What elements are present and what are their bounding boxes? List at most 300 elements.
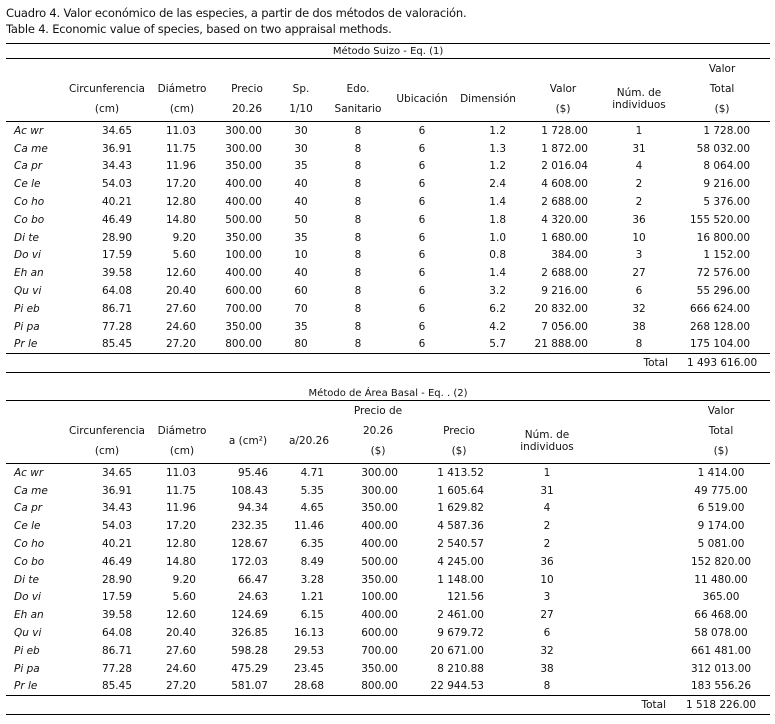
- area-cell: 232.35: [231, 520, 268, 533]
- header-dimension: Dimensión: [460, 93, 516, 105]
- individuals-cell: 27: [632, 267, 646, 280]
- species-code: Co ho: [14, 196, 45, 209]
- species-code: Ca pr: [14, 160, 43, 173]
- total-value-cell: 49 775.00: [694, 484, 748, 497]
- base-price-cell: 350.00: [361, 573, 398, 586]
- price-cell: 121.56: [447, 591, 484, 604]
- header2-diam-unit: (cm): [169, 445, 195, 457]
- header-sp: Sp.: [292, 83, 310, 95]
- diameter-cell: 27.60: [165, 302, 196, 315]
- circumference-cell: 17.59: [101, 249, 132, 262]
- header2-precio-base: 20.26: [362, 425, 394, 437]
- price-cell: 400.00: [225, 267, 262, 280]
- individuals-cell: 32: [632, 302, 646, 315]
- table-row: [6, 553, 770, 571]
- individuals-cell: 2: [635, 196, 643, 209]
- diameter-cell: 11.75: [165, 484, 196, 497]
- header-edo-unit: Sanitario: [334, 103, 382, 115]
- basal-area-method-table: [6, 386, 770, 715]
- diameter-cell: 27.60: [165, 644, 196, 657]
- total-value-cell: 58 032.00: [696, 142, 751, 155]
- individuals-cell: 6: [543, 627, 551, 640]
- dimension-cell: 1.8: [489, 213, 506, 226]
- table-row: [6, 247, 770, 265]
- table-row: [6, 318, 770, 336]
- circumference-cell: 40.21: [101, 196, 132, 209]
- header-total-unit: ($): [714, 103, 730, 115]
- price-cell: 700.00: [225, 302, 262, 315]
- location-cell: 6: [418, 142, 426, 155]
- health-cell: 8: [354, 267, 362, 280]
- header-diametro: Diámetro: [157, 83, 207, 95]
- spacer-cell: [592, 606, 672, 624]
- table-row: [6, 500, 770, 518]
- circumference-cell: 77.28: [101, 662, 132, 675]
- spacer-cell: [592, 535, 672, 553]
- value-cell: 7 056.00: [541, 320, 588, 333]
- spacer-cell: [592, 553, 672, 571]
- dimension-cell: 0.8: [489, 249, 506, 262]
- area-ratio-cell: 6.35: [300, 538, 324, 551]
- spacer-cell: [592, 642, 672, 660]
- sp-cell: 30: [294, 124, 308, 137]
- base-price-cell: 300.00: [361, 466, 398, 479]
- circumference-cell: 34.43: [101, 502, 132, 515]
- individuals-cell: 6: [635, 285, 643, 298]
- table-row: [6, 482, 770, 500]
- total-value-cell: 66 468.00: [694, 609, 748, 622]
- total-value-cell: 268 128.00: [689, 320, 751, 333]
- location-cell: 6: [418, 124, 426, 137]
- species-code: Pr le: [14, 680, 38, 693]
- table-row: [6, 264, 770, 282]
- total-value-cell: 183 556.26: [690, 680, 752, 693]
- price-cell: 1 629.82: [437, 502, 484, 515]
- method2-title: Método de Área Basal - Eq. . (2): [6, 386, 770, 401]
- table-row: [6, 678, 770, 696]
- species-code: Pi eb: [14, 644, 40, 657]
- species-code: Pr le: [14, 338, 38, 351]
- value-cell: 4 320.00: [541, 213, 588, 226]
- dimension-cell: 4.2: [489, 320, 506, 333]
- diameter-cell: 11.75: [165, 142, 196, 155]
- species-code: Eh an: [14, 609, 44, 622]
- price-cell: 350.00: [225, 320, 262, 333]
- location-cell: 6: [418, 338, 426, 351]
- individuals-cell: 4: [635, 160, 643, 173]
- dimension-cell: 1.2: [489, 124, 506, 137]
- diameter-cell: 12.60: [165, 267, 196, 280]
- spacer-cell: [592, 678, 672, 696]
- circumference-cell: 40.21: [101, 538, 132, 551]
- individuals-cell: 4: [543, 502, 551, 515]
- individuals-cell: 10: [632, 231, 646, 244]
- location-cell: 6: [418, 213, 426, 226]
- price-cell: 4 587.36: [437, 520, 484, 533]
- circumference-cell: 34.65: [101, 124, 132, 137]
- spacer-cell: [592, 624, 672, 642]
- area-ratio-cell: 6.15: [300, 609, 324, 622]
- header-diam-unit: (cm): [169, 103, 195, 115]
- individuals-cell: 1: [635, 124, 643, 137]
- species-code: Pi pa: [14, 662, 40, 675]
- area-cell: 172.03: [231, 555, 268, 568]
- dimension-cell: 3.2: [489, 285, 506, 298]
- diameter-cell: 17.20: [165, 520, 196, 533]
- total-value-cell: 152 820.00: [690, 555, 752, 568]
- value-cell: 1 872.00: [541, 142, 588, 155]
- header2-diametro: Diámetro: [157, 425, 207, 437]
- area-cell: 124.69: [231, 609, 268, 622]
- table-row: [6, 660, 770, 678]
- table-row: [6, 175, 770, 193]
- dimension-cell: 6.2: [489, 302, 506, 315]
- individuals-cell: 32: [540, 644, 554, 657]
- price-cell: 4 245.00: [437, 555, 484, 568]
- location-cell: 6: [418, 320, 426, 333]
- sp-cell: 70: [294, 302, 308, 315]
- area-ratio-cell: 3.28: [300, 573, 324, 586]
- sp-cell: 80: [294, 338, 308, 351]
- base-price-cell: 400.00: [361, 520, 398, 533]
- diameter-cell: 9.20: [172, 231, 196, 244]
- health-cell: 8: [354, 178, 362, 191]
- header2-precio: Precio: [443, 425, 475, 437]
- price-cell: 1 148.00: [437, 573, 484, 586]
- price-cell: 2 461.00: [437, 609, 484, 622]
- dimension-cell: 1.3: [489, 142, 506, 155]
- diameter-cell: 12.60: [165, 609, 196, 622]
- total-value-cell: 11 480.00: [694, 573, 748, 586]
- header-circ-unit: (cm): [94, 103, 120, 115]
- health-cell: 8: [354, 249, 362, 262]
- dimension-cell: 1.4: [489, 267, 506, 280]
- circumference-cell: 86.71: [101, 644, 132, 657]
- individuals-cell: 38: [632, 320, 646, 333]
- individuals-cell: 27: [540, 609, 554, 622]
- method1-total-label: Total: [604, 354, 674, 373]
- circumference-cell: 17.59: [101, 591, 132, 604]
- species-code: Do vi: [14, 591, 41, 604]
- price-cell: 500.00: [225, 213, 262, 226]
- caption-spanish: Cuadro 4. Valor económico de las especies, a partir de dos métodos de valoración.: [6, 6, 467, 20]
- price-cell: 2 540.57: [437, 538, 484, 551]
- sp-cell: 60: [294, 285, 308, 298]
- table-row: [6, 336, 770, 354]
- diameter-cell: 20.40: [165, 627, 196, 640]
- header2-num-individuos: Núm. de individuos: [520, 429, 574, 453]
- area-ratio-cell: 29.53: [293, 644, 324, 657]
- table-row: [6, 589, 770, 607]
- circumference-cell: 36.91: [101, 142, 132, 155]
- diameter-cell: 9.20: [172, 573, 196, 586]
- price-cell: 300.00: [225, 124, 262, 137]
- circumference-cell: 34.65: [101, 466, 132, 479]
- header2-total-unit: ($): [713, 445, 729, 457]
- total-value-cell: 16 800.00: [696, 231, 751, 244]
- table-row: [6, 140, 770, 158]
- total-value-cell: 661 481.00: [690, 644, 752, 657]
- price-cell: 400.00: [225, 196, 262, 209]
- individuals-cell: 36: [632, 213, 646, 226]
- area-ratio-cell: 4.71: [300, 466, 324, 479]
- location-cell: 6: [418, 196, 426, 209]
- species-code: Ca me: [14, 484, 48, 497]
- table-row: [6, 211, 770, 229]
- header2-area: a (cm²): [228, 435, 268, 447]
- location-cell: 6: [418, 160, 426, 173]
- species-code: Di te: [14, 573, 39, 586]
- table-row: [6, 229, 770, 247]
- total-value-cell: 666 624.00: [689, 302, 751, 315]
- circumference-cell: 86.71: [101, 302, 132, 315]
- price-cell: 800.00: [225, 338, 262, 351]
- area-cell: 598.28: [231, 644, 268, 657]
- area-ratio-cell: 28.68: [293, 680, 324, 693]
- total-value-cell: 5 376.00: [703, 196, 751, 209]
- price-cell: 9 679.72: [437, 627, 484, 640]
- header-sp-unit: 1/10: [289, 103, 313, 115]
- sp-cell: 40: [294, 267, 308, 280]
- diameter-cell: 14.80: [165, 213, 196, 226]
- circumference-cell: 28.90: [101, 573, 132, 586]
- price-cell: 350.00: [225, 160, 262, 173]
- total-value-cell: 58 078.00: [694, 627, 748, 640]
- header2-total: Total: [708, 425, 734, 437]
- species-code: Ca me: [14, 142, 48, 155]
- table-row: [6, 282, 770, 300]
- diameter-cell: 12.80: [165, 196, 196, 209]
- diameter-cell: 27.20: [165, 680, 196, 693]
- individuals-cell: 10: [540, 573, 554, 586]
- total-value-cell: 5 081.00: [697, 538, 745, 551]
- species-code: Ce le: [14, 178, 41, 191]
- health-cell: 8: [354, 302, 362, 315]
- health-cell: 8: [354, 285, 362, 298]
- header-num-individuos: Núm. de individuos: [612, 87, 666, 111]
- price-cell: 600.00: [225, 285, 262, 298]
- location-cell: 6: [418, 285, 426, 298]
- health-cell: 8: [354, 196, 362, 209]
- table-row: [6, 464, 770, 482]
- base-price-cell: 500.00: [361, 555, 398, 568]
- value-cell: 384.00: [551, 249, 588, 262]
- spacer-cell: [592, 571, 672, 589]
- health-cell: 8: [354, 320, 362, 333]
- sp-cell: 35: [294, 320, 308, 333]
- individuals-cell: 3: [543, 591, 551, 604]
- sp-cell: 35: [294, 231, 308, 244]
- individuals-cell: 2: [543, 538, 551, 551]
- species-code: Ce le: [14, 520, 41, 533]
- price-cell: 400.00: [225, 178, 262, 191]
- species-code: Di te: [14, 231, 39, 244]
- value-cell: 4 608.00: [541, 178, 588, 191]
- species-code: Co bo: [14, 555, 45, 568]
- spacer-cell: [592, 517, 672, 535]
- header-circunferencia: Circunferencia: [69, 83, 145, 95]
- area-cell: 108.43: [231, 484, 268, 497]
- base-price-cell: 400.00: [361, 538, 398, 551]
- table-row: [6, 535, 770, 553]
- species-code: Do vi: [14, 249, 41, 262]
- species-code: Co bo: [14, 213, 45, 226]
- table-row: [6, 158, 770, 176]
- header2-circunferencia: Circunferencia: [69, 425, 145, 437]
- base-price-cell: 400.00: [361, 609, 398, 622]
- caption-english: Table 4. Economic value of species, based on two appraisal methods.: [6, 22, 392, 36]
- diameter-cell: 12.80: [165, 538, 196, 551]
- table-row: [6, 624, 770, 642]
- dimension-cell: 1.4: [489, 196, 506, 209]
- header-precio-unit: 20.26: [231, 103, 263, 115]
- health-cell: 8: [354, 213, 362, 226]
- base-price-cell: 300.00: [361, 484, 398, 497]
- table-row: [6, 642, 770, 660]
- sp-cell: 30: [294, 142, 308, 155]
- location-cell: 6: [418, 231, 426, 244]
- individuals-cell: 2: [543, 520, 551, 533]
- diameter-cell: 11.96: [165, 502, 196, 515]
- species-code: Qu vi: [14, 627, 42, 640]
- spacer-cell: [592, 660, 672, 678]
- individuals-cell: 36: [540, 555, 554, 568]
- circumference-cell: 54.03: [101, 178, 132, 191]
- area-cell: 326.85: [231, 627, 268, 640]
- circumference-cell: 36.91: [101, 484, 132, 497]
- individuals-cell: 1: [543, 466, 551, 479]
- table-row: [6, 122, 770, 140]
- value-cell: 2 688.00: [541, 267, 588, 280]
- total-value-cell: 1 728.00: [703, 124, 751, 137]
- header2-a-ratio: a/20.26: [288, 435, 330, 447]
- base-price-cell: 600.00: [361, 627, 398, 640]
- circumference-cell: 77.28: [101, 320, 132, 333]
- species-code: Ac wr: [14, 466, 44, 479]
- price-cell: 350.00: [225, 231, 262, 244]
- spacer-cell: [592, 464, 672, 482]
- table-row: [6, 193, 770, 211]
- diameter-cell: 11.96: [165, 160, 196, 173]
- dimension-cell: 1.0: [489, 231, 506, 244]
- total-value-cell: 1 152.00: [703, 249, 751, 262]
- method2-total-label: Total: [592, 696, 672, 715]
- price-cell: 1 605.64: [437, 484, 484, 497]
- header2-circ-unit: (cm): [94, 445, 120, 457]
- method1-total-value: 1 493 616.00: [674, 354, 770, 373]
- total-value-cell: 9 174.00: [697, 520, 745, 533]
- circumference-cell: 39.58: [101, 609, 132, 622]
- base-price-cell: 800.00: [361, 680, 398, 693]
- individuals-cell: 2: [635, 178, 643, 191]
- circumference-cell: 34.43: [101, 160, 132, 173]
- value-cell: 2 016.04: [541, 160, 588, 173]
- price-cell: 22 944.53: [430, 680, 484, 693]
- total-value-cell: 6 519.00: [697, 502, 745, 515]
- swiss-method-table: [6, 44, 770, 373]
- circumference-cell: 64.08: [101, 627, 132, 640]
- header-ubicacion: Ubicación: [396, 93, 448, 105]
- location-cell: 6: [418, 302, 426, 315]
- area-ratio-cell: 8.49: [300, 555, 324, 568]
- circumference-cell: 46.49: [101, 555, 132, 568]
- total-value-cell: 365.00: [702, 591, 740, 604]
- header-valor: Valor: [549, 83, 577, 95]
- total-value-cell: 1 414.00: [697, 466, 745, 479]
- base-price-cell: 100.00: [361, 591, 398, 604]
- total-value-cell: 155 520.00: [689, 213, 751, 226]
- total-value-cell: 312 013.00: [690, 662, 752, 675]
- health-cell: 8: [354, 160, 362, 173]
- header-total: Total: [709, 83, 735, 95]
- table-row: [6, 606, 770, 624]
- diameter-cell: 24.60: [165, 662, 196, 675]
- species-code: Pi pa: [14, 320, 40, 333]
- sp-cell: 40: [294, 178, 308, 191]
- area-ratio-cell: 16.13: [293, 627, 324, 640]
- total-value-cell: 55 296.00: [696, 285, 751, 298]
- value-cell: 20 832.00: [534, 302, 588, 315]
- sp-cell: 35: [294, 160, 308, 173]
- circumference-cell: 28.90: [101, 231, 132, 244]
- area-ratio-cell: 11.46: [293, 520, 324, 533]
- header-precio-de: Precio de: [353, 405, 403, 417]
- species-code: Ca pr: [14, 502, 43, 515]
- sp-cell: 40: [294, 196, 308, 209]
- area-cell: 475.29: [231, 662, 268, 675]
- spacer-cell: [592, 482, 672, 500]
- health-cell: 8: [354, 142, 362, 155]
- price-cell: 300.00: [225, 142, 262, 155]
- individuals-cell: 31: [540, 484, 554, 497]
- individuals-cell: 38: [540, 662, 554, 675]
- location-cell: 6: [418, 249, 426, 262]
- total-value-cell: 72 576.00: [696, 267, 751, 280]
- table-row: [6, 517, 770, 535]
- diameter-cell: 14.80: [165, 555, 196, 568]
- header-valor-total: Valor: [708, 63, 736, 75]
- individuals-cell: 31: [632, 142, 646, 155]
- individuals-cell: 8: [635, 338, 643, 351]
- value-cell: 1 728.00: [541, 124, 588, 137]
- species-code: Pi eb: [14, 302, 40, 315]
- header-valor-unit: ($): [555, 103, 571, 115]
- species-code: Qu vi: [14, 285, 42, 298]
- sp-cell: 50: [294, 213, 308, 226]
- circumference-cell: 54.03: [101, 520, 132, 533]
- sp-cell: 10: [294, 249, 308, 262]
- value-cell: 9 216.00: [541, 285, 588, 298]
- circumference-cell: 64.08: [101, 285, 132, 298]
- species-code: Eh an: [14, 267, 44, 280]
- diameter-cell: 5.60: [172, 591, 196, 604]
- value-cell: 21 888.00: [534, 338, 588, 351]
- area-cell: 94.34: [237, 502, 268, 515]
- location-cell: 6: [418, 267, 426, 280]
- diameter-cell: 17.20: [165, 178, 196, 191]
- area-ratio-cell: 4.65: [300, 502, 324, 515]
- individuals-cell: 3: [635, 249, 643, 262]
- method1-title: Método Suizo - Eq. (1): [6, 44, 770, 59]
- header-edo: Edo.: [346, 83, 370, 95]
- dimension-cell: 2.4: [489, 178, 506, 191]
- total-value-cell: 175 104.00: [689, 338, 751, 351]
- header2-precio-unit: ($): [451, 445, 467, 457]
- value-cell: 1 680.00: [541, 231, 588, 244]
- diameter-cell: 11.03: [165, 124, 196, 137]
- area-cell: 24.63: [237, 591, 268, 604]
- health-cell: 8: [354, 338, 362, 351]
